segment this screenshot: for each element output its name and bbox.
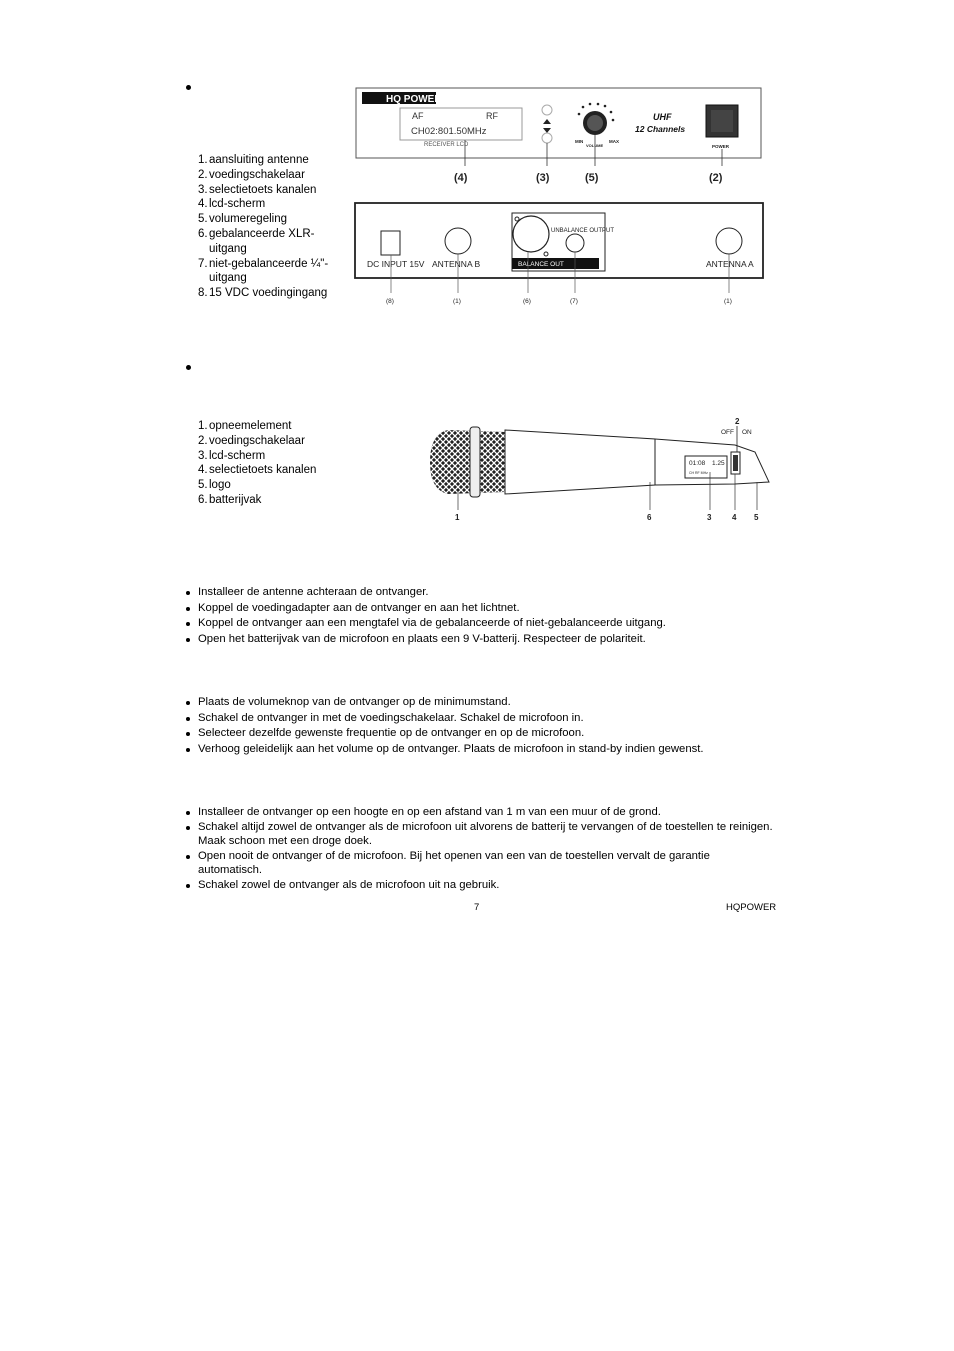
unbalance-output-label: UNBALANCE OUTPUT <box>551 228 615 234</box>
legend-label: selectietoets kanalen <box>209 183 317 196</box>
mic-lcd-line2: CH RF MHz <box>689 471 708 475</box>
installation-item: Koppel de ontvanger aan een mengtafel via de gebalanceerde of niet-gebalanceerde uitgang. <box>185 616 785 632</box>
legend-item <box>198 212 328 227</box>
lcd-rf: RF <box>486 111 498 121</box>
legend-label: lcd-scherm <box>209 449 266 462</box>
legend-label: volumeregeling <box>209 213 287 226</box>
legend-item <box>198 197 328 212</box>
legend-label: niet-gebalanceerde ¼"- <box>209 257 329 270</box>
legend-item <box>198 183 328 198</box>
legend-number: 8. <box>198 287 208 300</box>
back-callout-1b: (1) <box>453 298 461 305</box>
operation-item: Selecteer dezelfde gewenste frequentie op de ontvanger en op de microfoon. <box>185 726 785 742</box>
lcd-channel: CH02:801.50MHz <box>411 126 487 137</box>
mic-callout-1: 1 <box>455 513 460 522</box>
lcd-caption: RECEIVER LCD <box>424 142 469 148</box>
footer-brand: HQPOWER <box>726 902 777 913</box>
microphone-grille-icon <box>430 427 505 497</box>
balance-out-label: BALANCE OUT <box>518 261 564 268</box>
legend-number: 7. <box>198 257 208 270</box>
legend-item <box>198 153 328 168</box>
tips-item: Schakel zowel de ontvanger als de microfoon uit na gebruik. <box>185 878 775 893</box>
microphone-body <box>505 430 655 494</box>
xlr-output-icon <box>513 216 549 252</box>
legend-number: 2. <box>198 434 208 447</box>
legend-item <box>198 242 328 257</box>
switch-on-label: ON <box>742 429 752 436</box>
legend-label: selectietoets kanalen <box>209 464 317 477</box>
microphone-diagram <box>425 412 780 524</box>
legend-item <box>198 434 316 449</box>
legend-number: 4. <box>198 464 208 477</box>
legend-number: 5. <box>198 213 208 226</box>
dc-input-label: DC INPUT 15V <box>367 259 425 269</box>
antenna-b-connector-icon <box>445 228 471 254</box>
legend-item <box>198 271 328 286</box>
page-number: 7 <box>474 902 480 913</box>
installation-item: Installeer de antenne achteraan de ontvanger. <box>185 585 785 601</box>
legend-label: aansluiting antenne <box>209 154 309 166</box>
legend-label: uitgang <box>209 272 247 285</box>
front-callout-4: (4) <box>454 172 468 184</box>
mic-callout-4: 4 <box>732 513 737 522</box>
back-callout-7: (7) <box>570 298 578 305</box>
volume-max: MAX <box>609 139 619 144</box>
legend-item <box>198 168 328 183</box>
legend-number: 3. <box>198 183 208 196</box>
section-bullet-receiver <box>186 85 191 90</box>
tips-item: Installeer de ontvanger op een hoogte en op een afstand van 1 m van een muur of de grond. <box>185 805 775 820</box>
legend-item <box>198 449 316 464</box>
legend-item <box>198 257 328 272</box>
microphone-legend <box>198 419 316 508</box>
tips-item: Schakel altijd zowel de ontvanger als de microfoon uit alvorens de batterij te vervangen of de toestellen te reinigen. Maak schoon met een droge doek. <box>185 820 775 849</box>
operation-item: Schakel de ontvanger in met de voedingschakelaar. Schakel de microfoon in. <box>185 711 785 727</box>
volume-label: VOLUME <box>586 143 604 148</box>
installation-list <box>185 585 785 647</box>
operation-list <box>185 695 785 757</box>
mic-lcd-left: 01:08 <box>689 460 706 467</box>
lcd-af: AF <box>412 111 424 121</box>
mic-callout-5: 5 <box>754 513 759 522</box>
power-label: POWER <box>712 144 730 149</box>
legend-label: voedingschakelaar <box>209 168 305 181</box>
mic-callout-3: 3 <box>707 513 712 522</box>
installation-item: Koppel de voedingadapter aan de ontvanger en aan het lichtnet. <box>185 601 785 617</box>
legend-label: batterijvak <box>209 493 262 506</box>
receiver-legend <box>198 153 328 301</box>
section-bullet-microphone <box>186 365 191 370</box>
legend-number: 1. <box>198 420 208 432</box>
legend-label: voedingschakelaar <box>209 434 305 447</box>
switch-off-label: OFF <box>721 429 734 436</box>
legend-label: uitgang <box>209 242 247 255</box>
legend-number: 2. <box>198 168 208 181</box>
legend-item <box>198 286 328 301</box>
back-callout-1a: (1) <box>724 298 732 305</box>
legend-label: lcd-scherm <box>209 198 266 211</box>
jack-output-icon <box>566 234 584 252</box>
legend-label: 15 VDC voedingingang <box>209 287 328 300</box>
legend-number: 5. <box>198 479 208 492</box>
uhf-label: UHF <box>653 112 672 122</box>
legend-number: 6. <box>198 493 208 506</box>
back-callout-6: (6) <box>523 298 531 305</box>
back-callout-8: (8) <box>386 298 394 305</box>
mic-callout-2: 2 <box>735 417 740 426</box>
front-callout-5: (5) <box>585 172 599 184</box>
front-callout-2: (2) <box>709 172 723 184</box>
channel-select-buttons <box>542 105 552 143</box>
antenna-a-label: ANTENNA A <box>706 259 754 269</box>
mic-callout-6: 6 <box>647 513 652 522</box>
front-callout-3: (3) <box>536 172 550 184</box>
operation-item: Plaats de volumeknop van de ontvanger op de minimumstand. <box>185 695 785 711</box>
legend-number: 3. <box>198 449 208 462</box>
legend-label: gebalanceerde XLR- <box>209 227 315 240</box>
installation-item: Open het batterijvak van de microfoon en plaats een 9 V-batterij. Respecteer de polariteit. <box>185 632 785 648</box>
brand-text: HQ POWER <box>386 94 442 105</box>
legend-number: 4. <box>198 198 208 211</box>
legend-item <box>198 419 316 434</box>
legend-item <box>198 478 316 493</box>
legend-item <box>198 227 328 242</box>
legend-number: 6. <box>198 227 208 240</box>
volume-knob-icon <box>578 103 615 135</box>
legend-item <box>198 493 316 508</box>
mic-lcd-right: 1.25 <box>712 460 725 467</box>
hqpower-logo <box>362 92 442 105</box>
legend-item <box>198 463 316 478</box>
operation-item: Verhoog geleidelijk aan het volume op de ontvanger. Plaats de microfoon in stand-by indien gewenst. <box>185 742 785 758</box>
volume-min: MIN <box>575 139 584 144</box>
receiver-diagram <box>350 82 770 310</box>
legend-label: opneemelement <box>209 420 292 432</box>
tips-item: Open nooit de ontvanger of de microfoon. Bij het openen van een van de toestellen vervalt de garantie automatisch. <box>185 849 775 878</box>
legend-number: 1. <box>198 154 208 166</box>
dc-input-jack-icon <box>381 231 400 255</box>
tips-list <box>185 805 775 892</box>
channels-label: 12 Channels <box>635 124 686 134</box>
antenna-a-connector-icon <box>716 228 742 254</box>
legend-label: logo <box>209 479 231 492</box>
antenna-b-label: ANTENNA B <box>432 259 481 269</box>
